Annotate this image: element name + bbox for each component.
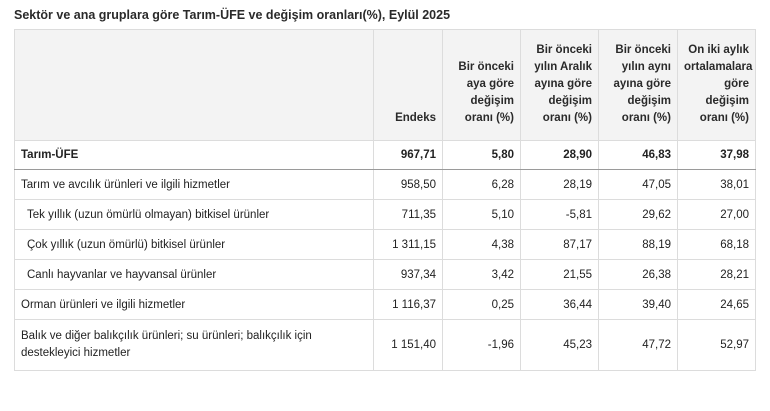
table-row: [15, 230, 756, 260]
cell-twelve-month-average-change: 68,18: [678, 230, 756, 260]
cell-annual-change: 47,72: [599, 320, 678, 371]
table-row: [15, 290, 756, 320]
cell-endeks: 1 116,37: [374, 290, 443, 320]
cell-december-change: 36,44: [521, 290, 599, 320]
cell-monthly-change: 5,80: [443, 141, 521, 170]
table-row: [15, 320, 756, 371]
cell-monthly-change: 4,38: [443, 230, 521, 260]
data-table: [14, 29, 756, 371]
cell-december-change: 28,90: [521, 141, 599, 170]
cell-monthly-change: 3,42: [443, 260, 521, 290]
cell-endeks: 1 151,40: [374, 320, 443, 371]
table-row: [15, 200, 756, 230]
page-title: Sektör ve ana gruplara göre Tarım-ÜFE ve değişim oranları(%), Eylül 2025: [14, 8, 451, 22]
header-label-col: [15, 30, 374, 141]
cell-twelve-month-average-change: 24,65: [678, 290, 756, 320]
header-monthly-change: Bir önceki aya göre değişim oranı (%): [443, 30, 521, 141]
cell-twelve-month-average-change: 52,97: [678, 320, 756, 371]
cell-december-change: -5,81: [521, 200, 599, 230]
cell-december-change: 21,55: [521, 260, 599, 290]
cell-monthly-change: -1,96: [443, 320, 521, 371]
cell-twelve-month-average-change: 38,01: [678, 170, 756, 200]
cell-endeks: 711,35: [374, 200, 443, 230]
cell-twelve-month-average-change: 28,21: [678, 260, 756, 290]
table-row: [15, 170, 756, 200]
row-label: Tek yıllık (uzun ömürlü olmayan) bitkisel ürünler: [15, 200, 374, 230]
cell-december-change: 87,17: [521, 230, 599, 260]
header-row: [15, 30, 756, 141]
row-label: Tarım-ÜFE: [15, 141, 374, 170]
cell-annual-change: 26,38: [599, 260, 678, 290]
cell-twelve-month-average-change: 27,00: [678, 200, 756, 230]
cell-monthly-change: 5,10: [443, 200, 521, 230]
row-label: Canlı hayvanlar ve hayvansal ürünler: [15, 260, 374, 290]
table-row: [15, 141, 756, 170]
header-twelve-month-average-change: On iki aylık ortalamalara göre değişim oranı (%): [678, 30, 756, 141]
row-label: Balık ve diğer balıkçılık ürünleri; su ürünleri; balıkçılık için destekleyici hizmetler: [15, 320, 374, 371]
cell-endeks: 967,71: [374, 141, 443, 170]
table-row: [15, 260, 756, 290]
header-annual-change: Bir önceki yılın aynı ayına göre değişim oranı (%): [599, 30, 678, 141]
cell-twelve-month-average-change: 37,98: [678, 141, 756, 170]
cell-endeks: 958,50: [374, 170, 443, 200]
cell-monthly-change: 6,28: [443, 170, 521, 200]
cell-december-change: 28,19: [521, 170, 599, 200]
cell-annual-change: 39,40: [599, 290, 678, 320]
cell-annual-change: 88,19: [599, 230, 678, 260]
row-label: Tarım ve avcılık ürünleri ve ilgili hizmetler: [15, 170, 374, 200]
cell-annual-change: 29,62: [599, 200, 678, 230]
cell-endeks: 1 311,15: [374, 230, 443, 260]
row-label: Orman ürünleri ve ilgili hizmetler: [15, 290, 374, 320]
cell-endeks: 937,34: [374, 260, 443, 290]
cell-december-change: 45,23: [521, 320, 599, 371]
cell-annual-change: 47,05: [599, 170, 678, 200]
header-endeks: Endeks: [374, 30, 443, 141]
cell-annual-change: 46,83: [599, 141, 678, 170]
cell-monthly-change: 0,25: [443, 290, 521, 320]
header-december-change: Bir önceki yılın Aralık ayına göre değişim oranı (%): [521, 30, 599, 141]
row-label: Çok yıllık (uzun ömürlü) bitkisel ürünler: [15, 230, 374, 260]
